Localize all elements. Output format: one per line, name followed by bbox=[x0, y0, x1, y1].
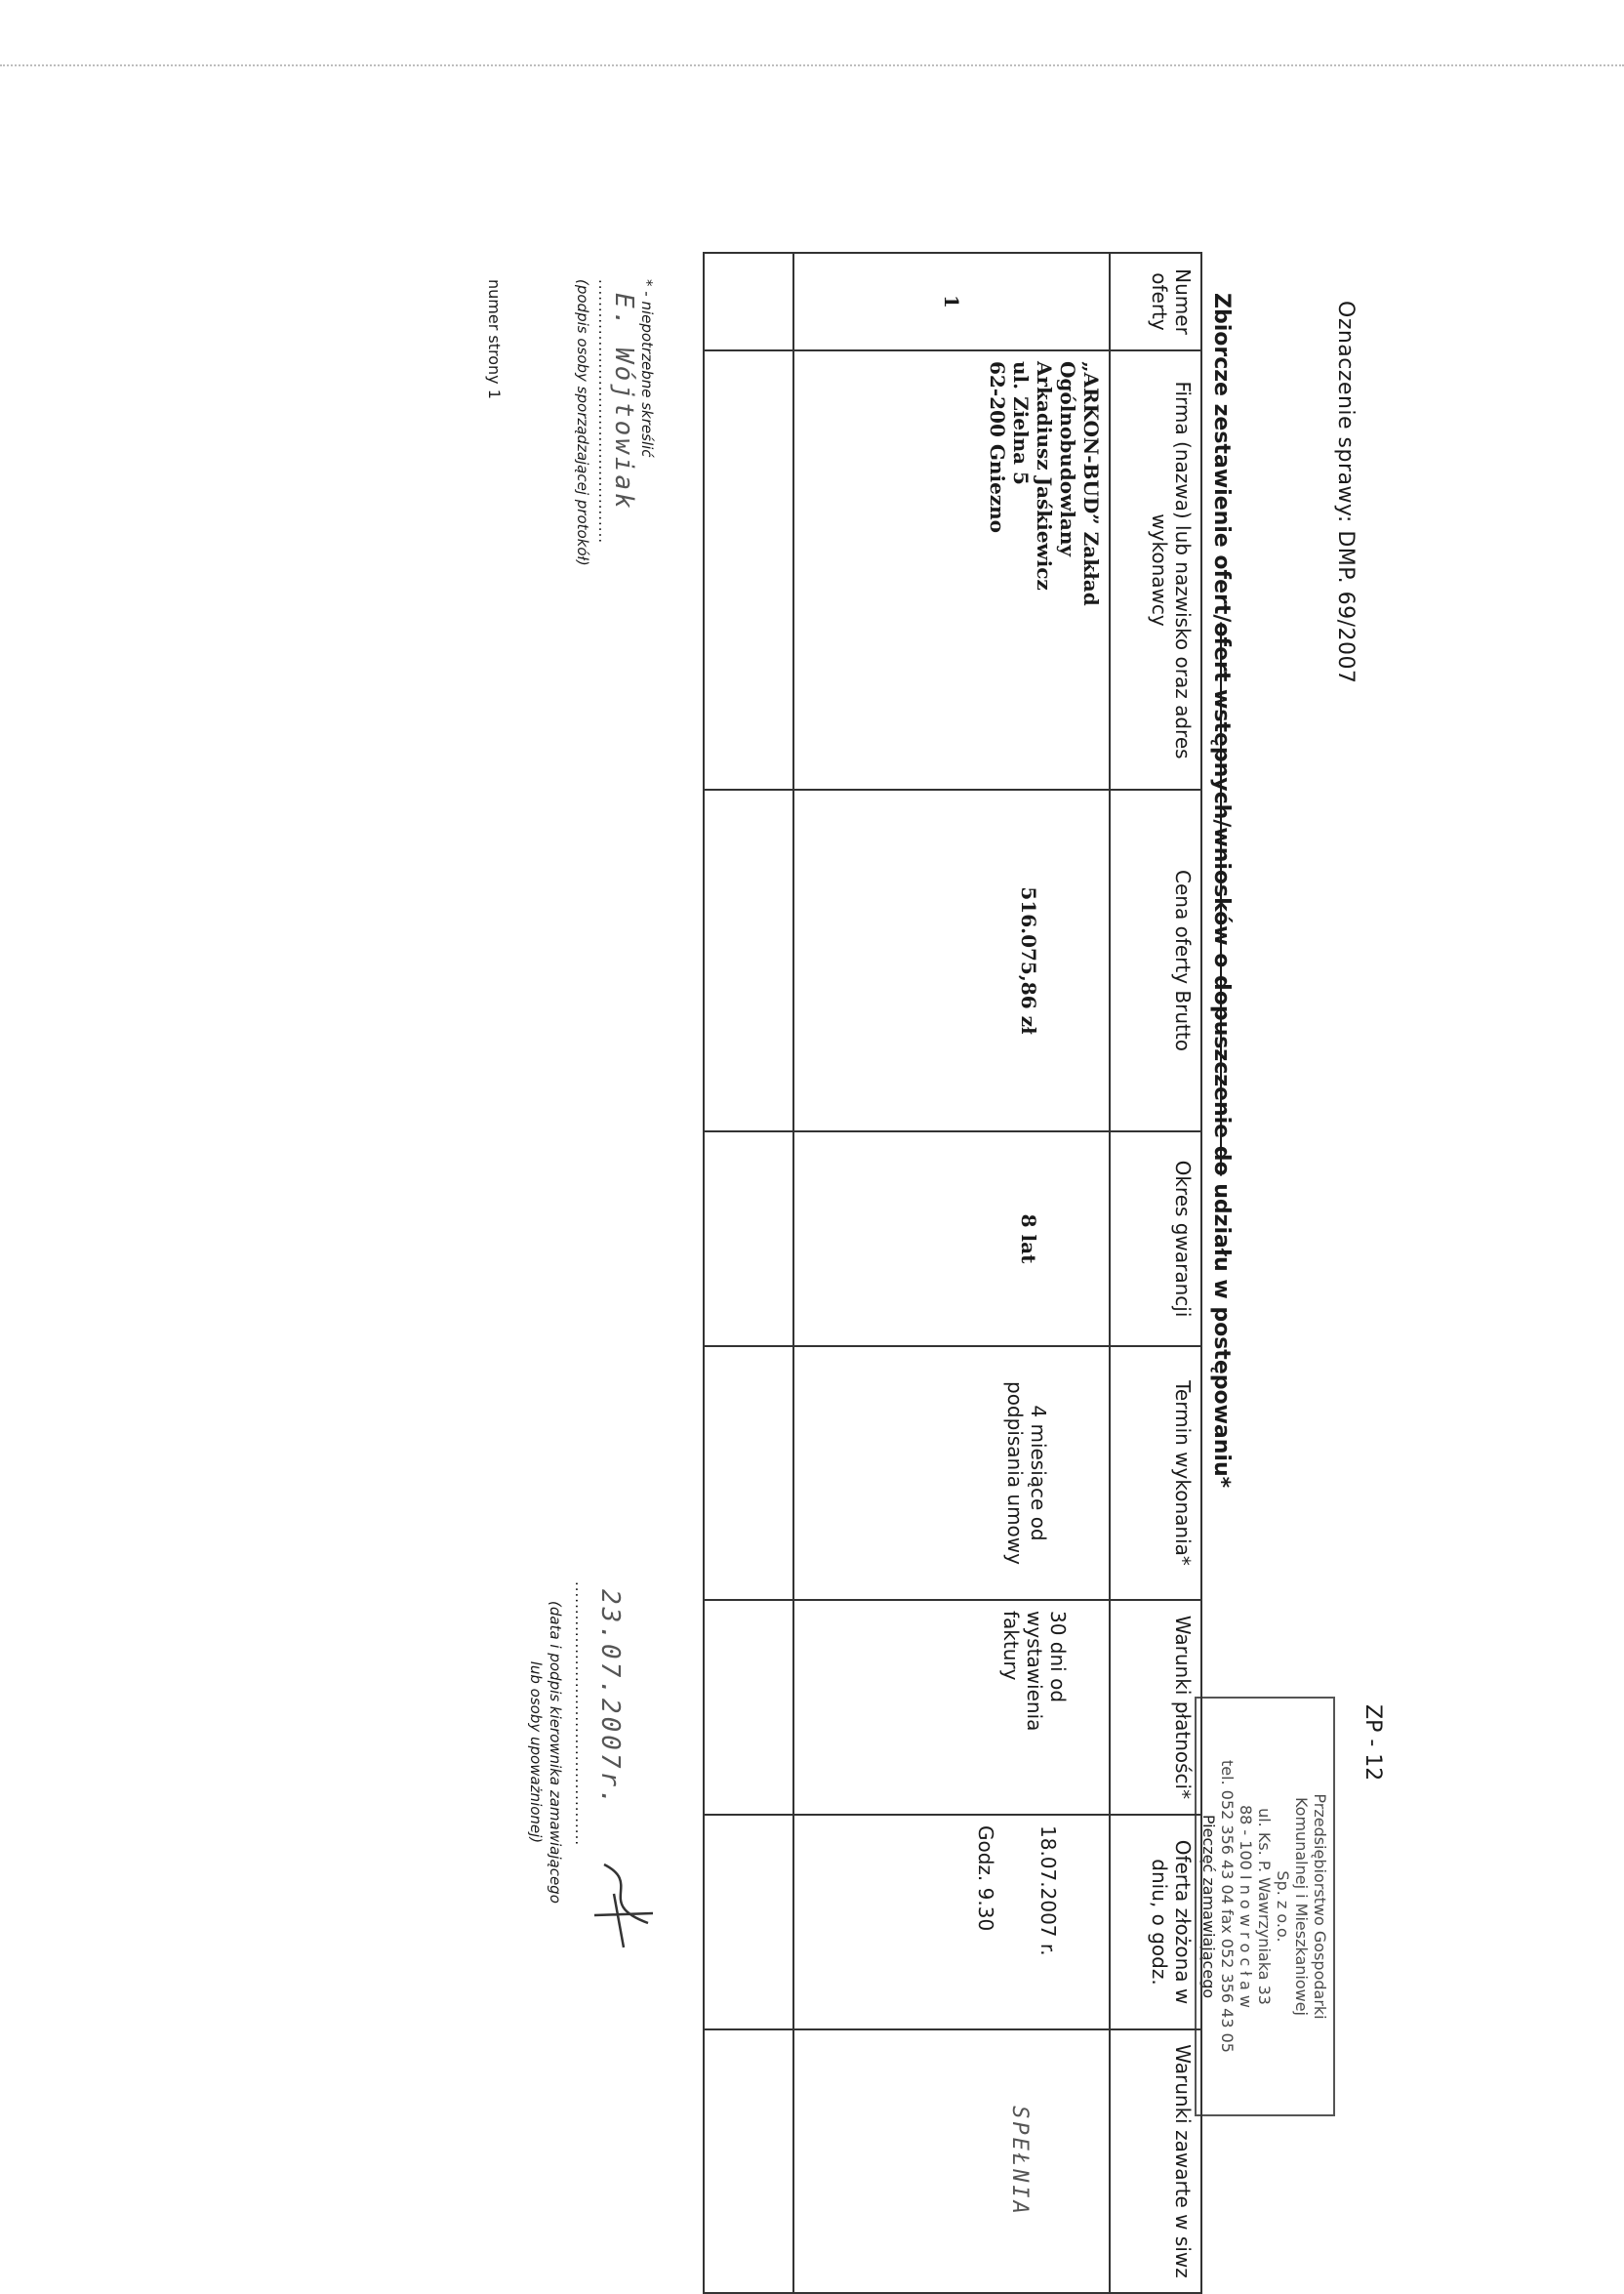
title-prefix: Zbiorcze zestawienie ofert/ bbox=[1209, 293, 1234, 623]
cell-warranty: 8 lat bbox=[793, 1131, 1110, 1346]
empty-cell bbox=[704, 1346, 793, 1600]
page-number: numer strony 1 bbox=[485, 279, 504, 399]
purchaser-stamp bbox=[1195, 1697, 1335, 2116]
submitted-time: Godz. 9.30 bbox=[974, 1825, 997, 1932]
approval-date: 23.07.2007r. bbox=[595, 1589, 625, 1808]
empty-cell bbox=[704, 1815, 793, 2029]
preparer-signature-line: ............................................... bbox=[595, 279, 613, 545]
company-line-1: „ARKON-BUD” Zakład bbox=[1079, 361, 1103, 606]
empty-cell bbox=[704, 790, 793, 1131]
cell-offer-number: 1 bbox=[793, 253, 1110, 350]
approval-signature-caption bbox=[526, 1601, 565, 1904]
table-row-empty bbox=[704, 253, 793, 2293]
cell-payment: 30 dni od wystawienia faktury bbox=[793, 1600, 1110, 1815]
empty-cell bbox=[704, 2029, 793, 2293]
header-warranty: Okres gwarancji bbox=[1110, 1131, 1201, 1346]
table-row bbox=[793, 253, 1110, 2293]
empty-cell bbox=[704, 350, 793, 790]
stamp-line-3: Sp. z o.o. bbox=[1274, 1870, 1292, 1943]
stamp-line-1: Przedsiębiorstwo Gospodarki bbox=[1311, 1793, 1329, 2020]
cell-submitted bbox=[793, 1815, 1110, 2029]
header-submitted: Oferta złożona w dniu, o godz. bbox=[1110, 1815, 1201, 2029]
stamp-line-2: Komunalnej i Mieszkaniowej bbox=[1292, 1796, 1311, 2016]
approval-signature-line: ............................................... bbox=[572, 1581, 589, 1847]
stamp-line-6: tel. 052 356 43 04 fax 052 356 43 05 bbox=[1218, 1760, 1237, 2053]
footnote: * - niepotrzebne skreślić bbox=[638, 279, 656, 458]
approval-caption-line-1: (data i podpis kierownika zamawiającego bbox=[547, 1601, 564, 1904]
stamp-line-4: ul. Ks. P. Wawrzyniaka 33 bbox=[1255, 1808, 1274, 2005]
empty-cell bbox=[704, 253, 793, 350]
approval-caption-line-2: lub osoby upoważnionej) bbox=[527, 1660, 545, 1844]
preparer-signature: E. Wójtowiak bbox=[609, 293, 638, 512]
cell-completion: 4 miesiące od podpisania umowy bbox=[793, 1346, 1110, 1600]
header-price: Cena oferty Brutto bbox=[1110, 790, 1201, 1131]
stamp-caption: Pieczęć zamawiającego bbox=[1199, 1814, 1218, 1999]
cell-price: 516.075,86 zł bbox=[793, 790, 1110, 1131]
company-line-5: 62-200 Gniezno bbox=[986, 361, 1009, 534]
form-code: ZP - 12 bbox=[1360, 1704, 1385, 1782]
stamp-line-5: 88 - 100 I n o w r o c ł a w bbox=[1237, 1804, 1255, 2009]
header-completion: Termin wykonania* bbox=[1110, 1346, 1201, 1600]
header-siwz: Warunki zawarte w siwz bbox=[1110, 2029, 1201, 2293]
case-reference: Oznaczenie sprawy: DMP. 69/2007 bbox=[1333, 301, 1358, 684]
document-title bbox=[1209, 293, 1234, 1488]
cell-company bbox=[793, 350, 1110, 790]
header-company: Firma (nazwa) lub nazwisko oraz adres wykonawcy bbox=[1110, 350, 1201, 790]
offers-table bbox=[703, 252, 1202, 2294]
table-header-row bbox=[1110, 253, 1201, 2293]
submitted-date: 18.07.2007 r. bbox=[1036, 1825, 1060, 1956]
header-offer-number: Numer oferty bbox=[1110, 253, 1201, 350]
header-payment: Warunki płatności* bbox=[1110, 1600, 1201, 1815]
preparer-signature-caption: (podpis osoby sporządzającej protokół) bbox=[574, 279, 591, 566]
cell-siwz: SPEŁNIA bbox=[793, 2029, 1110, 2293]
empty-cell bbox=[704, 1600, 793, 1815]
manager-signature-icon bbox=[585, 1855, 663, 1962]
title-suffix: udziału w postępowaniu* bbox=[1209, 1175, 1234, 1489]
company-line-3: Arkadiusz Jaśkiewicz bbox=[1033, 361, 1056, 591]
company-line-2: Ogólnobudowlany bbox=[1056, 361, 1079, 557]
empty-cell bbox=[704, 1131, 793, 1346]
company-line-4: ul. Zielna 5 bbox=[1009, 361, 1033, 485]
title-struck-text: ofert wstępnych/wniosków o dopuszczenie do bbox=[1209, 622, 1234, 1176]
